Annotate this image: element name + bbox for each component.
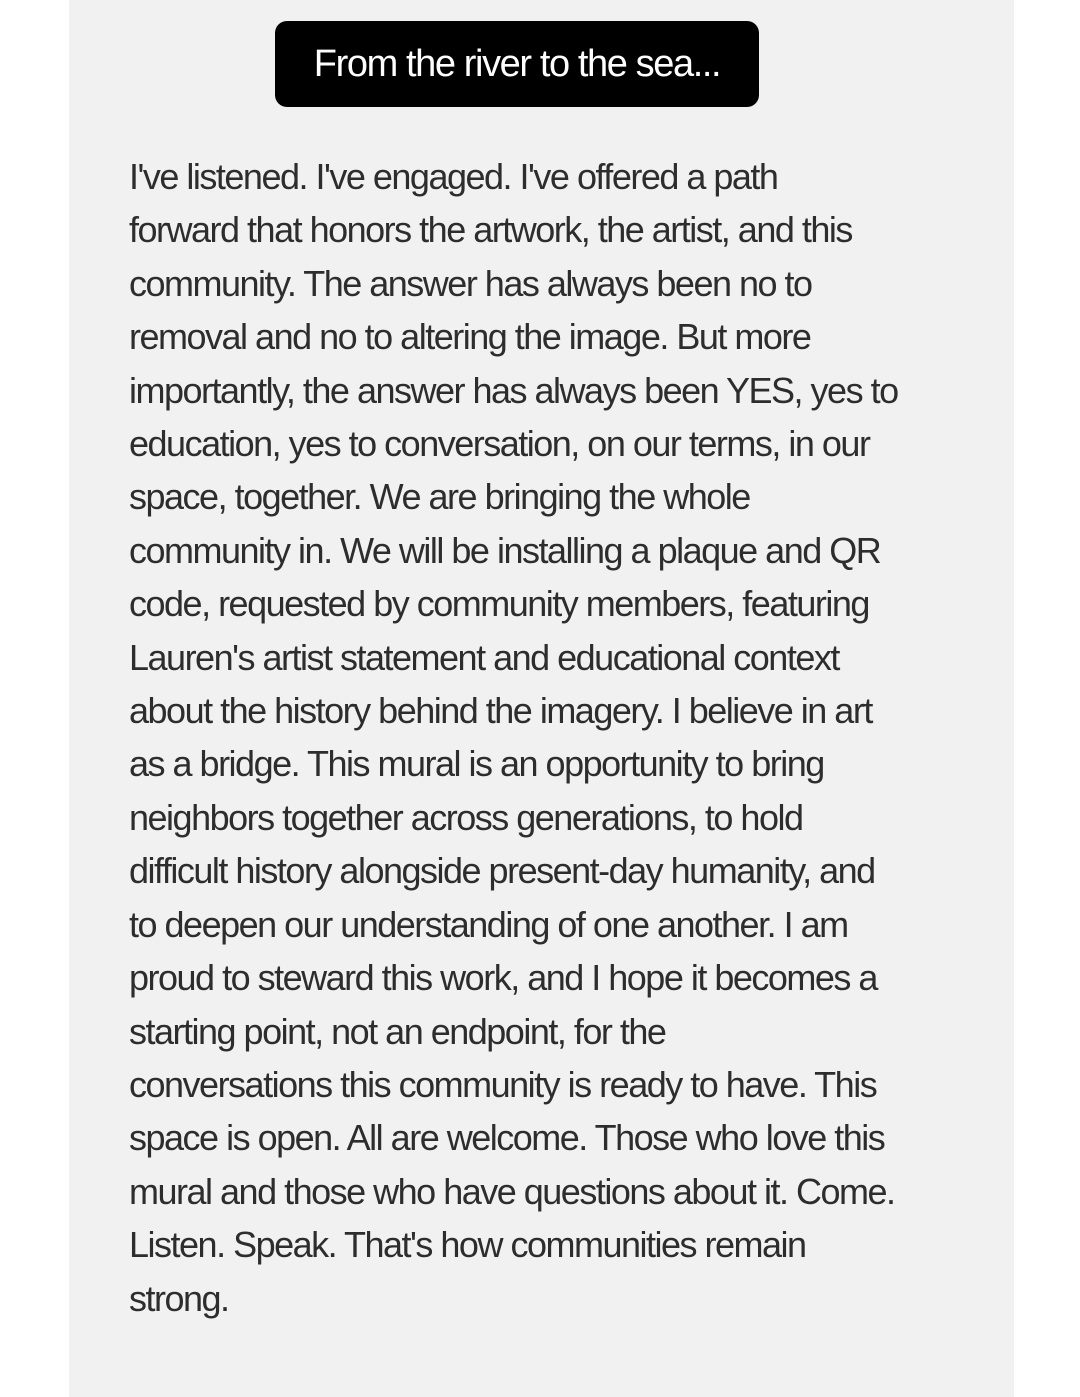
text-line: proud to steward this work, and I hope it becomes a [129,957,877,999]
text-line: removal and no to altering the image. But more [129,316,811,358]
text-line: space, together. We are bringing the whole [129,476,750,518]
text-line: forward that honors the artwork, the artist, and this [129,209,852,251]
text-line: starting point, not an endpoint, for the [129,1010,666,1052]
text-line: strong. [129,1277,229,1319]
text-line: about the history behind the imagery. I believe in art [129,690,872,732]
story-title: From the river to the sea... [275,21,759,107]
story-frame [69,0,1014,1397]
text-line: conversations this community is ready to have. This [129,1063,877,1105]
text-line: Listen. Speak. That's how communities remain [129,1224,806,1266]
text-line: as a bridge. This mural is an opportunity to bring [129,743,824,785]
text-line: difficult history alongside present-day humanity, and [129,850,875,892]
story-body-text [129,150,949,1325]
text-line: community. The answer has always been no to [129,262,812,304]
text-line: to deepen our understanding of one another. I am [129,903,848,945]
text-line: space is open. All are welcome. Those who love this [129,1117,885,1159]
text-line: community in. We will be installing a plaque and QR [129,529,881,571]
text-line: education, yes to conversation, on our terms, in our [129,423,870,465]
text-line: Lauren's artist statement and educational context [129,636,839,678]
text-line: neighbors together across generations, to hold [129,796,803,838]
text-line: importantly, the answer has always been YES, yes to [129,369,898,411]
text-line: mural and those who have questions about it. Come. [129,1170,895,1212]
text-line: code, requested by community members, featuring [129,583,869,625]
text-line: I've listened. I've engaged. I've offered a path [129,156,778,197]
